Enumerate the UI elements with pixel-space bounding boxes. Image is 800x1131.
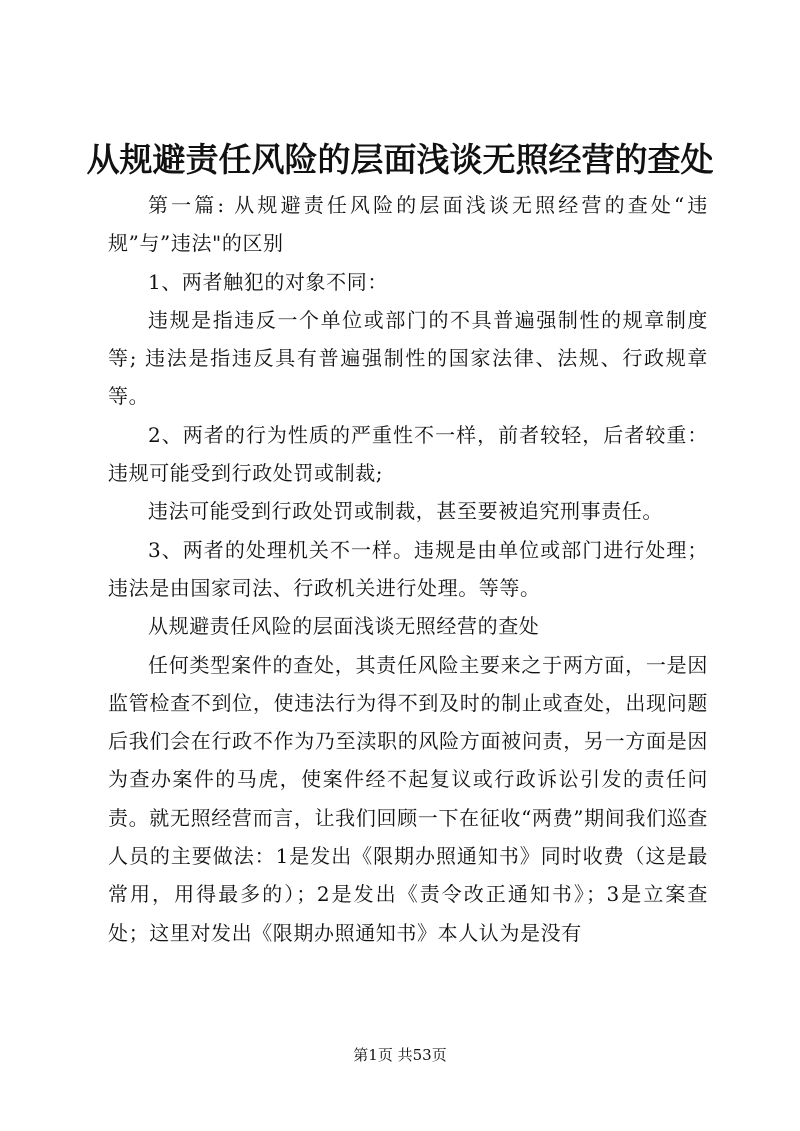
paragraph-3: 违规是指违反一个单位或部门的不具普遍强制性的规章制度等; 违法是指违反具有普遍强制性的国家法律、法规、行政规章等。	[108, 307, 708, 409]
paragraph-1: 第一篇: 从规避责任风险的层面浅谈无照经营的查处“违规”与”违法"的区别	[108, 193, 708, 256]
paragraph-5: 违法可能受到行政处罚或制裁，甚至要被追究刑事责任。	[148, 499, 663, 524]
document-title: 从规避责任风险的层面浅谈无照经营的查处	[86, 140, 714, 179]
paragraph-7: 从规避责任风险的层面浅谈无照经营的查处	[148, 614, 540, 639]
paragraph-6: 3、两者的处理机关不一样。违规是由单位或部门进行处理；违法是由国家司法、行政机关进行处理。等等。	[108, 537, 708, 600]
paragraph-4: 2、两者的行为性质的严重性不一样，前者较轻，后者较重：违规可能受到行政处罚或制裁;	[108, 422, 708, 486]
document-body	[108, 186, 708, 952]
paragraph-2: 1、两者触犯的对象不同：	[148, 269, 388, 294]
paragraph-8: 任何类型案件的查处，其责任风险主要来之于两方面，一是因监管检查不到位，使违法行为得不到及时的制止或查处，出现问题后我们会在行政不作为乃至渎职的风险方面被问责，另一方面是因为查办案件的马虎，使案件经不起复议或行政诉讼引发的责任问责。就无照经营而言，让我们回顾一下在征收“两费”期间我们巡查人员的主要做法：1是发出《限期办照通知书》同时收费（这是最常用，用得最多的）；2是发出《责令改正通知书》；3是立案查处；这里对发出《限期办照通知书》本人认为是没有	[108, 652, 708, 945]
page-footer: 第1页 共53页	[353, 1046, 447, 1064]
